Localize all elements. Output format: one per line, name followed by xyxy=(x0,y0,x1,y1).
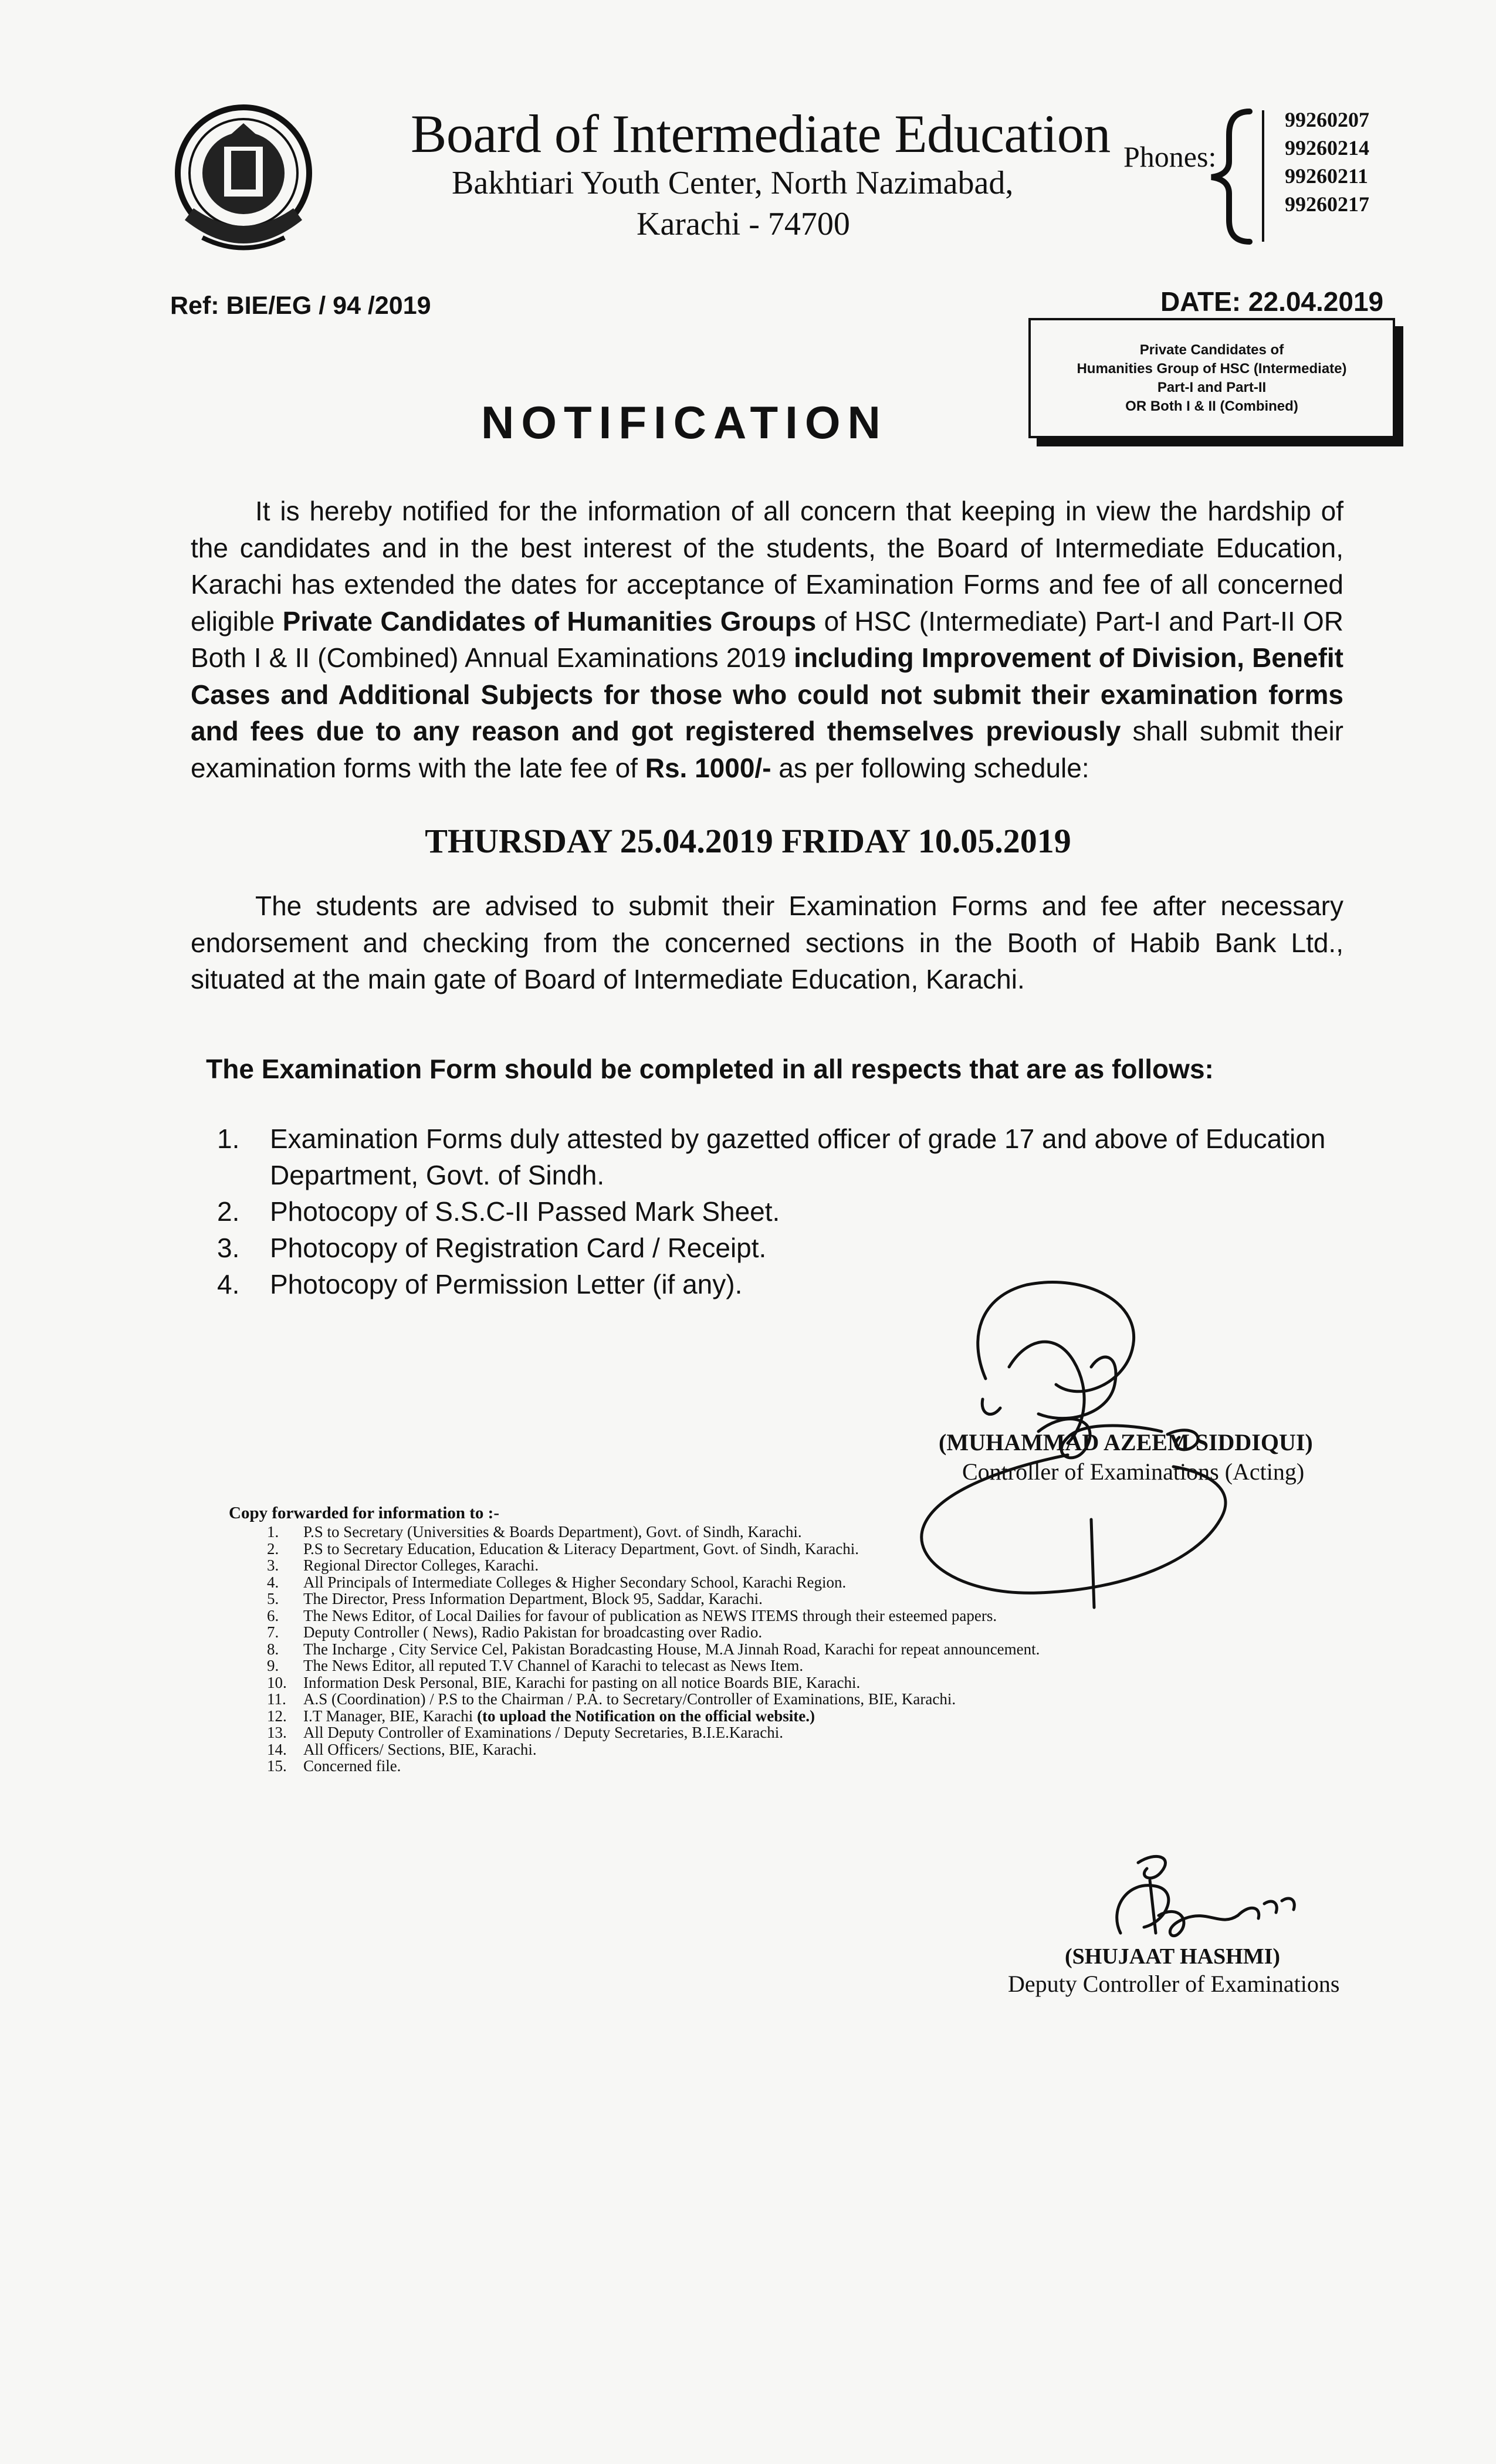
paragraph-bold-text: including Improvement of Division, Benefit Cases and Additional Subjects for those who could not submit their examination forms and fees due to any reason and got registered themselves previously xyxy=(191,642,1343,746)
list-item-text: A.S (Coordination) / P.S to the Chairman / P.A. to Secretary/Controller of Examinations, BIE, Karachi. xyxy=(303,1690,956,1708)
list-item xyxy=(267,1741,1040,1758)
phone-number: 99260217 xyxy=(1285,192,1369,216)
list-item xyxy=(267,1590,1040,1607)
list-item-number: 15. xyxy=(267,1757,287,1775)
category-line: Private Candidates of xyxy=(1139,341,1284,358)
list-item xyxy=(267,1758,1040,1775)
reference-number: Ref: BIE/EG / 94 /2019 xyxy=(170,292,431,320)
list-item xyxy=(267,1724,1040,1741)
schedule-dates: THURSDAY 25.04.2019 FRIDAY 10.05.2019 xyxy=(425,822,1071,860)
list-item-number: 9. xyxy=(267,1657,279,1674)
list-item xyxy=(267,1574,1040,1591)
list-item-number: 6. xyxy=(267,1606,279,1624)
list-item-text: Photocopy of Permission Letter (if any). xyxy=(270,1269,743,1299)
list-item xyxy=(217,1121,1343,1193)
list-item-number: 2. xyxy=(267,1539,279,1558)
list-item-text: P.S to Secretary (Universities & Boards Department), Govt. of Sindh, Karachi. xyxy=(303,1523,802,1541)
organization-name: Board of Intermediate Education xyxy=(411,104,1111,164)
list-item-number: 13. xyxy=(267,1724,287,1741)
phones-label: Phones: xyxy=(1123,140,1217,173)
board-logo-emblem xyxy=(170,103,317,261)
copy-forwarded-heading: Copy forwarded for information to :- xyxy=(229,1504,499,1522)
list-item-text: Information Desk Personal, BIE, Karachi for pasting on all notice Boards BIE, Karachi. xyxy=(303,1673,861,1691)
paragraph-text: shall submit their examination forms with the late fee of xyxy=(191,716,1343,783)
list-item-text: The News Editor, of Local Dailies for favour of publication as NEWS ITEMS through their esteemed papers. xyxy=(303,1606,997,1624)
list-item xyxy=(267,1524,1040,1541)
list-item-text: I.T Manager, BIE, Karachi (to upload the Notification on the official website.) xyxy=(303,1707,815,1725)
category-line: Humanities Group of HSC (Intermediate) xyxy=(1077,360,1347,377)
category-box xyxy=(1028,318,1395,438)
list-item-bold-text: (to upload the Notification on the official website.) xyxy=(477,1707,815,1725)
list-item-number: 12. xyxy=(267,1707,287,1725)
list-item xyxy=(267,1624,1040,1641)
controller-designation: Controller of Examinations (Acting) xyxy=(962,1458,1305,1485)
list-item-text: P.S to Secretary Education, Education & Literacy Department, Govt. of Sindh, Karachi. xyxy=(303,1539,859,1558)
category-line: Part-I and Part-II xyxy=(1157,379,1267,395)
list-item-number: 4. xyxy=(217,1269,240,1299)
curly-brace-icon xyxy=(1194,106,1270,246)
list-item xyxy=(267,1691,1040,1708)
controller-name: (MUHAMMAD AZEEM SIDDIQUI) xyxy=(939,1429,1313,1456)
list-item-text: Concerned file. xyxy=(303,1757,401,1775)
list-item-number: 1. xyxy=(267,1523,279,1541)
list-item-number: 1. xyxy=(217,1123,240,1154)
phone-number: 99260211 xyxy=(1285,164,1369,188)
list-item-text: Examination Forms duly attested by gazetted officer of grade 17 and above of Education Department, Govt. of Sindh. xyxy=(270,1123,1326,1190)
list-item-text: The News Editor, all reputed T.V Channel of Karachi to telecast as News Item. xyxy=(303,1657,804,1674)
deputy-controller-name: (SHUJAAT HASHMI) xyxy=(1065,1944,1281,1969)
paragraph-bold-text: Private Candidates of Humanities Groups xyxy=(282,605,817,637)
deputy-signature xyxy=(1103,1845,1314,1951)
organization-address-line1: Bakhtiari Youth Center, North Nazimabad, xyxy=(452,165,1014,201)
list-item-text: Photocopy of Registration Card / Receipt. xyxy=(270,1233,767,1263)
list-item-number: 3. xyxy=(267,1556,279,1574)
list-item xyxy=(267,1557,1040,1574)
notification-date: DATE: 22.04.2019 xyxy=(1160,286,1384,317)
list-item-number: 4. xyxy=(267,1573,279,1591)
list-item-number: 10. xyxy=(267,1673,287,1691)
list-item-text: All Officers/ Sections, BIE, Karachi. xyxy=(303,1740,537,1758)
organization-address-line2: Karachi - 74700 xyxy=(637,206,850,242)
paragraph-text: It is hereby notified for the information of all concern that keeping in view the hardship of the candidates and in the best interest of the students, the Board of Intermediate Education, Karachi has extended the dates for acceptance of Examination Forms and fee of all concerned eligible xyxy=(191,496,1343,637)
list-item-number: 11. xyxy=(267,1690,286,1708)
list-item-number: 7. xyxy=(267,1623,279,1641)
list-item xyxy=(267,1674,1040,1691)
paragraph-text: of HSC (Intermediate) Part-I and Part-II OR Both I & II (Combined) Annual Examinations 2019 xyxy=(191,605,1343,673)
list-item xyxy=(267,1541,1040,1558)
main-paragraph xyxy=(191,493,1343,786)
copy-forwarded-list xyxy=(267,1524,1040,1775)
phone-number: 99260214 xyxy=(1285,136,1369,160)
requirements-heading: The Examination Form should be completed in all respects that are as follows: xyxy=(206,1054,1214,1084)
phone-number: 99260207 xyxy=(1285,108,1369,131)
list-item xyxy=(267,1657,1040,1674)
list-item-number: 8. xyxy=(267,1640,279,1658)
paragraph-text: as per following schedule: xyxy=(771,752,1089,783)
list-item xyxy=(267,1607,1040,1624)
advisory-paragraph: The students are advised to submit their Examination Forms and fee after necessary endorsement and checking from the concerned sections in the Booth of Habib Bank Ltd., situated at the main gate of Board of Intermediate Education, Karachi. xyxy=(191,891,1343,994)
list-item-text: Deputy Controller ( News), Radio Pakistan for broadcasting over Radio. xyxy=(303,1623,763,1641)
list-item-number: 3. xyxy=(217,1233,240,1263)
notification-title: NOTIFICATION xyxy=(481,397,888,448)
list-item-text: Regional Director Colleges, Karachi. xyxy=(303,1556,539,1574)
list-item xyxy=(267,1641,1040,1658)
list-item-text: All Deputy Controller of Examinations / Deputy Secretaries, B.I.E.Karachi. xyxy=(303,1724,784,1741)
list-item-text: The Director, Press Information Department, Block 95, Saddar, Karachi. xyxy=(303,1590,763,1607)
category-line: OR Both I & II (Combined) xyxy=(1125,398,1298,414)
list-item-number: 5. xyxy=(267,1590,279,1607)
list-item-text: Photocopy of S.S.C-II Passed Mark Sheet. xyxy=(270,1196,780,1227)
list-item-number: 2. xyxy=(217,1196,240,1227)
list-item-text: All Principals of Intermediate Colleges & Higher Secondary School, Karachi Region. xyxy=(303,1573,847,1591)
list-item-number: 14. xyxy=(267,1740,287,1758)
list-item xyxy=(267,1708,1040,1725)
paragraph-bold-text: Rs. 1000/- xyxy=(645,752,771,783)
phone-numbers-list xyxy=(1285,106,1369,218)
list-item-text: The Incharge , City Service Cel, Pakistan Boradcasting House, M.A Jinnah Road, Karachi for repeat announcement. xyxy=(303,1640,1040,1658)
deputy-controller-designation: Deputy Controller of Examinations xyxy=(1008,1971,1340,1997)
list-item xyxy=(217,1193,1343,1230)
